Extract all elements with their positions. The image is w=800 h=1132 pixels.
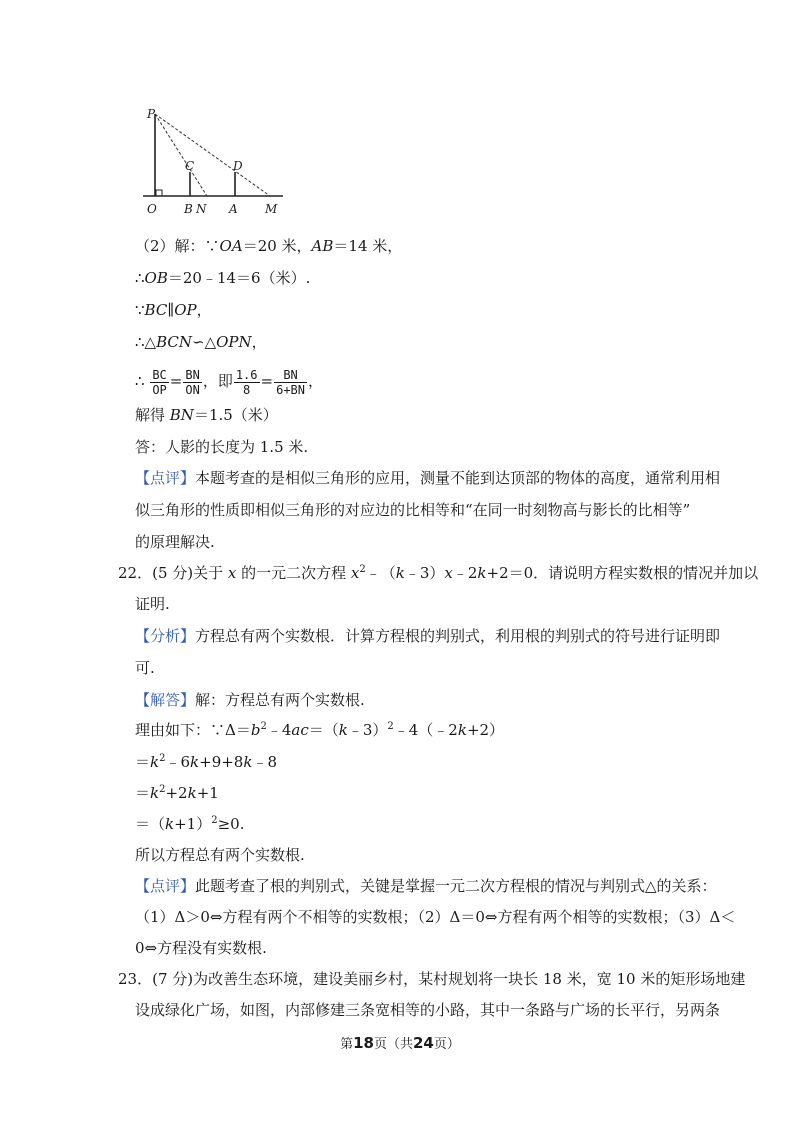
text: ∴△	[135, 333, 157, 351]
text: ＝20﹣14＝6（米）.	[167, 269, 311, 287]
var-k: k	[190, 753, 200, 771]
text: 解：方程总有两个实数根.	[195, 691, 365, 709]
q23-question-2: 设成绿化广场，如图，内部修建三条宽相等的小路，其中一条路与广场的长平行，另两条	[135, 1001, 721, 1019]
q22-reason-2	[135, 752, 277, 772]
text: ∴	[135, 269, 145, 287]
fraction	[274, 368, 307, 397]
text: ≥0.	[217, 815, 245, 833]
text: +1	[196, 784, 219, 802]
exponent: 2	[260, 721, 267, 732]
var-x: x	[444, 564, 453, 582]
text: 方程总有两个实数根．计算方程根的判别式，利用根的判别式的符号进行证明即	[195, 627, 721, 645]
text: ＝	[135, 784, 151, 802]
text: =	[260, 372, 274, 390]
text: ，	[308, 372, 324, 390]
exponent: 2	[211, 815, 218, 826]
text: ﹣4（﹣2	[393, 721, 458, 739]
text: 解得	[135, 406, 170, 424]
label-c: C	[185, 159, 195, 173]
text: ，即	[202, 372, 233, 390]
fraction-num: BN	[185, 367, 200, 382]
answer-tag: 【解答】	[135, 691, 196, 709]
text: ﹣2	[452, 564, 478, 582]
text: 理由如下：∵Δ＝	[135, 721, 251, 739]
q22-question-2: 证明.	[135, 595, 170, 613]
fraction	[234, 368, 260, 397]
analysis-tag: 【分析】	[135, 627, 196, 645]
label-m: M	[265, 202, 278, 216]
var-ab: AB	[311, 237, 334, 255]
q22-answer-1	[135, 690, 365, 710]
var-k: k	[187, 784, 197, 802]
q22-reason-1	[135, 720, 504, 740]
q21-line-4	[135, 332, 267, 352]
var-b: b	[250, 721, 261, 739]
var-bcn: BCN	[156, 333, 192, 351]
fraction-num: BC	[152, 367, 167, 382]
var-k: k	[150, 753, 160, 771]
right-angle-marker	[156, 190, 162, 196]
q22-reason-4	[135, 814, 245, 834]
var-opn: OPN	[216, 333, 252, 351]
text: ﹣（	[365, 564, 396, 582]
text: ，	[196, 301, 212, 319]
q21-line-1	[135, 236, 402, 256]
text: 22．(5 分)关于	[118, 564, 228, 582]
q23-question-1: 23．(7 分)为改善生态环境，建设美丽乡村，某村规划将一块长 18 米，宽 10 米的矩形场地建	[118, 970, 746, 988]
text: +2）	[466, 721, 505, 739]
text: 本题考查的是相似三角形的应用，测量不能到达顶部的物体的高度，通常利用相	[195, 469, 721, 487]
q21-line-2	[135, 268, 310, 288]
label-d: D	[233, 159, 243, 173]
ray-pm	[155, 114, 270, 196]
var-oa: OA	[219, 237, 243, 255]
var-bn: BN	[169, 406, 194, 424]
page-footer	[0, 1033, 800, 1052]
text: ＝14 米，	[333, 237, 403, 255]
label-a: A	[229, 202, 238, 216]
comment-tag: 【点评】	[135, 877, 196, 895]
var-x: x	[227, 564, 237, 582]
label-b: B	[184, 202, 193, 216]
fraction-den: 6+BN	[276, 382, 305, 397]
text: +9+8	[199, 753, 244, 771]
var-k: k	[395, 564, 405, 582]
q22-analysis-2: 可.	[135, 659, 155, 677]
fraction	[150, 368, 168, 397]
text: 此题考查了根的判别式，关键是掌握一元二次方程根的情况与判别式△的关系：	[195, 877, 717, 895]
var-k: k	[338, 721, 348, 739]
footer-text: 第	[340, 1037, 354, 1052]
text: +2＝0．请说明方程实数根的情况并加以	[486, 564, 759, 582]
q21-comment-2: 似三角形的性质即相似三角形的对应边的比相等和“在同一时刻物高与影长的比相等”	[135, 501, 691, 519]
text: ＝（	[308, 721, 339, 739]
text: +2	[165, 784, 188, 802]
text: ∽△	[192, 333, 217, 351]
q22-comment-2: （1）Δ＞0⇔方程有两个不相等的实数根；（2）Δ＝0⇔方程有两个相等的实数根；（3）Δ＜	[135, 908, 736, 926]
exponent: 2	[359, 564, 366, 575]
q22-conclusion: 所以方程总有两个实数根.	[135, 846, 305, 864]
q22-comment-1	[135, 876, 717, 896]
text: +1）	[174, 815, 212, 833]
var-ac: ac	[291, 721, 309, 739]
q22-question-1	[118, 563, 758, 583]
text: ＝（	[135, 815, 166, 833]
label-p: P	[147, 107, 156, 121]
var-k: k	[477, 564, 487, 582]
text: ﹣4	[266, 721, 292, 739]
ray-pn	[155, 114, 207, 196]
text: ＝20 米，	[242, 237, 312, 255]
exponent: 2	[387, 721, 394, 732]
comment-tag: 【点评】	[135, 469, 196, 487]
q21-comment-1	[135, 468, 720, 488]
q21-line-5	[135, 364, 323, 398]
text: ﹣3）	[347, 721, 388, 739]
fraction-den: 8	[243, 382, 251, 397]
text: ﹣3）	[404, 564, 445, 582]
label-o: O	[147, 202, 157, 216]
text: ∵	[135, 301, 145, 319]
page-number: 18	[353, 1034, 374, 1052]
footer-text: 页（共	[373, 1037, 413, 1052]
fraction	[183, 368, 201, 397]
var-k: k	[457, 721, 467, 739]
fraction-den: OP	[152, 382, 167, 397]
text: =	[169, 372, 183, 390]
q21-line-3	[135, 300, 212, 320]
q21-line-6	[135, 405, 278, 425]
var-k: k	[243, 753, 253, 771]
label-n: N	[196, 202, 207, 216]
fraction-num: 1.6	[235, 367, 258, 382]
var-bc-op: BC∥OP	[144, 301, 197, 319]
fraction-den: ON	[185, 382, 200, 397]
q21-answer: 答：人影的长度为 1.5 米.	[135, 438, 309, 456]
footer-text: 页）	[433, 1037, 460, 1052]
var-x: x	[350, 564, 360, 582]
var-k: k	[150, 784, 160, 802]
text: ＝1.5（米）	[193, 406, 278, 424]
total-pages: 24	[413, 1034, 434, 1052]
fraction-num: BN	[274, 368, 307, 383]
text: ，	[251, 333, 267, 351]
q22-reason-3	[135, 783, 219, 803]
q21-comment-3: 的原理解决.	[135, 533, 215, 551]
text: ＝	[135, 753, 151, 771]
var-k: k	[165, 815, 175, 833]
geometry-figure	[135, 100, 295, 220]
text: ∴	[135, 372, 145, 390]
var-ob: OB	[144, 269, 168, 287]
text: 的一元二次方程	[236, 564, 351, 582]
q22-comment-3: 0⇔方程没有实数根.	[135, 939, 267, 957]
text: ﹣6	[165, 753, 191, 771]
q22-analysis-1	[135, 626, 720, 646]
exponent: 2	[159, 753, 166, 764]
exponent: 2	[159, 784, 166, 795]
text: ﹣8	[252, 753, 277, 771]
text: （2）解：∵	[135, 237, 220, 255]
